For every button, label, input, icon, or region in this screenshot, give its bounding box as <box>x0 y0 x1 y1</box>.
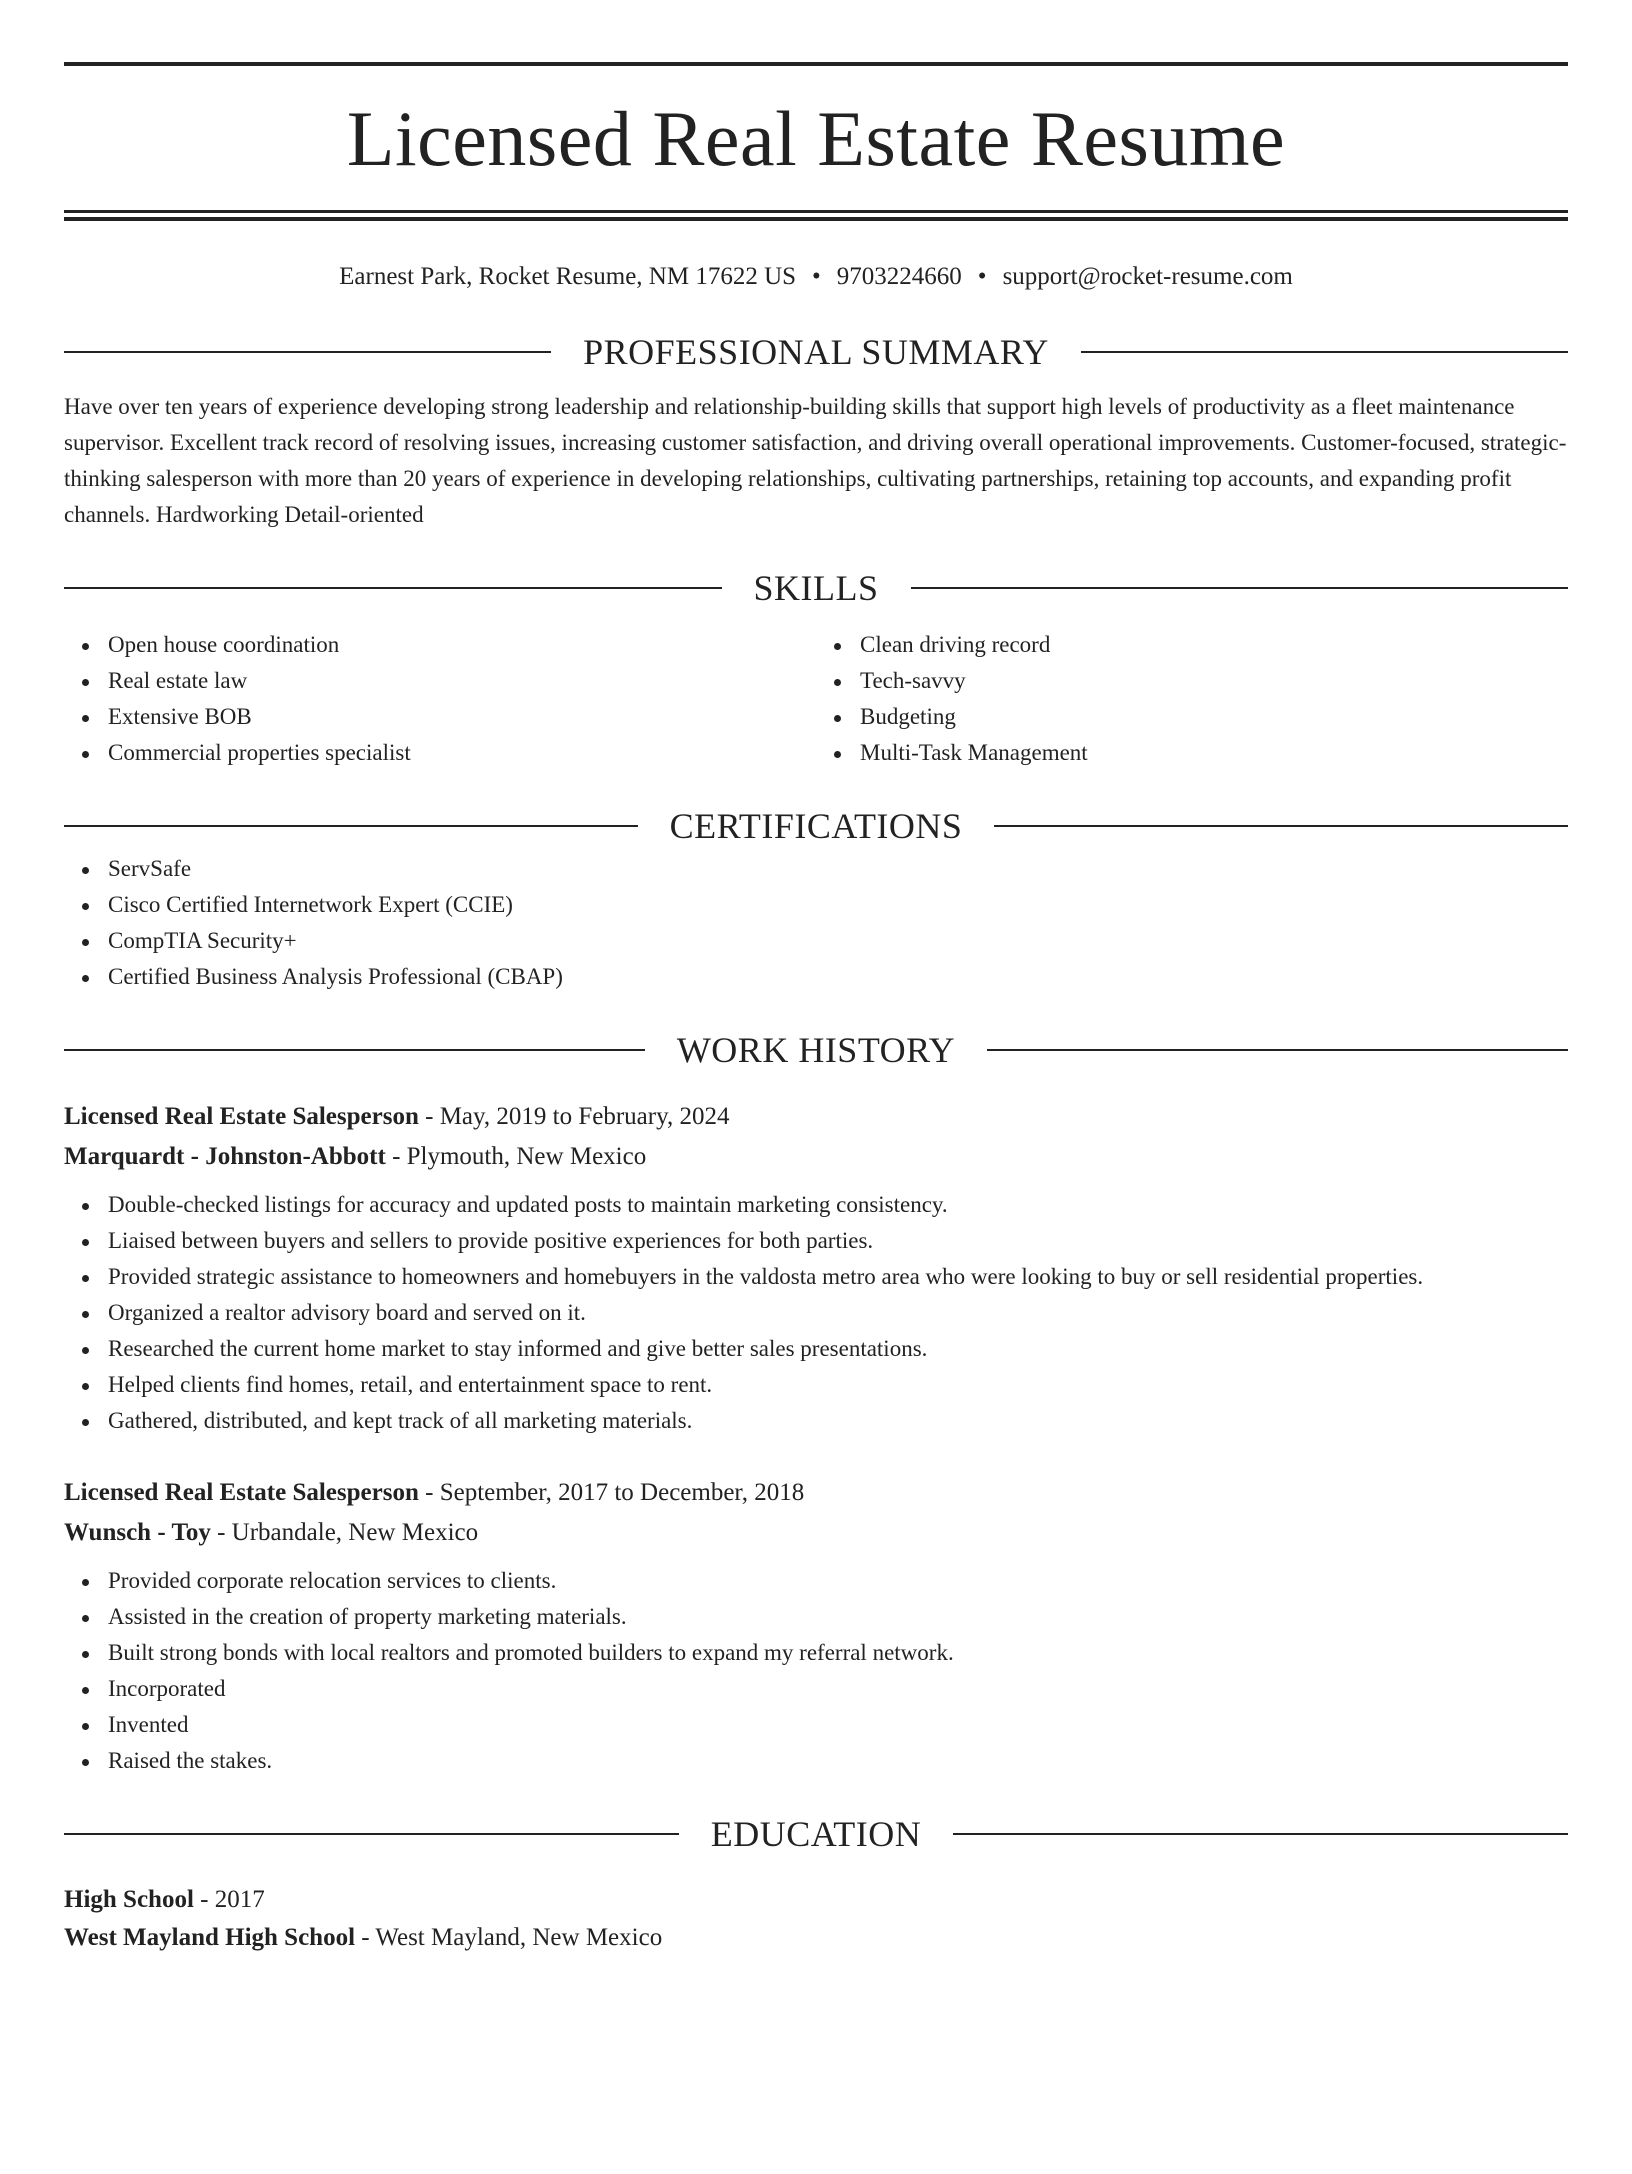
top-rule <box>64 62 1568 66</box>
certification-item: Certified Business Analysis Professional (CBAP) <box>64 959 1568 995</box>
job-bullet: Assisted in the creation of property marketing materials. <box>64 1599 1568 1635</box>
job-bullet: Helped clients find homes, retail, and entertainment space to rent. <box>64 1367 1568 1403</box>
job-location: Plymouth, New Mexico <box>406 1143 647 1170</box>
job-bullet: Built strong bonds with local realtors and promoted builders to expand my referral network. <box>64 1635 1568 1671</box>
section-rule <box>64 1833 679 1835</box>
section-title-education: EDUCATION <box>710 1814 922 1854</box>
skills-column-right <box>816 627 1568 771</box>
section-rule <box>1081 351 1568 353</box>
section-rule <box>911 587 1569 589</box>
skill-item: Extensive BOB <box>64 699 816 735</box>
summary-text: Have over ten years of experience developing strong leadership and relationship-building skills that support high levels of productivity as a fleet maintenance supervisor. Excellent track record of resolving issues, increasing customer satisfaction, and driving overall operational improvements. Customer-focused, strategic-thinking salesperson with more than 20 years of experience in developing relationships, cultivating partnerships, retaining top accounts, and expanding profit channels. Hardworking Detail-oriented <box>64 394 1567 527</box>
contact-line <box>64 257 1568 297</box>
job-title-line <box>64 1473 1568 1513</box>
section-rule <box>953 1833 1568 1835</box>
job-bullets <box>64 1187 1568 1439</box>
section-title-work-history: WORK HISTORY <box>676 1030 956 1070</box>
job-company: Marquardt - Johnston-Abbott <box>64 1143 386 1170</box>
job-bullets <box>64 1563 1568 1779</box>
job-company: Wunsch - Toy <box>64 1519 211 1546</box>
certification-item: Cisco Certified Internetwork Expert (CCIE) <box>64 887 1568 923</box>
education-location: West Mayland, New Mexico <box>375 1924 663 1951</box>
section-header-certifications <box>64 801 1568 851</box>
skill-item: Commercial properties specialist <box>64 735 816 771</box>
job-bullet: Invented <box>64 1707 1568 1743</box>
job-bullet: Researched the current home market to stay informed and give better sales presentations. <box>64 1331 1568 1367</box>
section-rule <box>64 825 638 827</box>
job-bullet: Gathered, distributed, and kept track of all marketing materials. <box>64 1403 1568 1439</box>
job-bullet: Liaised between buyers and sellers to provide positive experiences for both parties. <box>64 1223 1568 1259</box>
contact-address: Earnest Park, Rocket Resume, NM 17622 US <box>339 263 797 290</box>
section-header-summary <box>64 327 1568 377</box>
resume-title: Licensed Real Estate Resume <box>346 95 1286 182</box>
dash: - <box>210 1519 232 1546</box>
job-dates: May, 2019 to February, 2024 <box>439 1103 730 1130</box>
job-title: Licensed Real Estate Salesperson <box>64 1479 419 1506</box>
certification-item: ServSafe <box>64 851 1568 887</box>
certification-item: CompTIA Security+ <box>64 923 1568 959</box>
education-year: 2017 <box>214 1886 265 1913</box>
section-header-work-history <box>64 1025 1568 1075</box>
skill-item: Budgeting <box>816 699 1568 735</box>
title-double-rule <box>64 210 1568 221</box>
skill-item: Open house coordination <box>64 627 816 663</box>
job-bullet: Organized a realtor advisory board and served on it. <box>64 1295 1568 1331</box>
dash: - <box>355 1924 376 1951</box>
education-school: West Mayland High School <box>64 1924 356 1951</box>
education-degree: High School <box>64 1886 194 1913</box>
section-header-education <box>64 1809 1568 1859</box>
job-dates: September, 2017 to December, 2018 <box>439 1479 805 1506</box>
education-degree-line <box>64 1881 1568 1919</box>
job-title-line <box>64 1097 1568 1137</box>
job-entry <box>64 1097 1568 1439</box>
skill-item: Multi-Task Management <box>816 735 1568 771</box>
job-bullet: Raised the stakes. <box>64 1743 1568 1779</box>
job-company-line <box>64 1513 1568 1553</box>
section-rule <box>987 1049 1568 1051</box>
contact-phone: 9703224660 <box>836 263 962 290</box>
contact-separator: • <box>977 263 987 290</box>
section-rule <box>64 351 551 353</box>
section-title-summary: PROFESSIONAL SUMMARY <box>583 332 1049 372</box>
section-title-skills: SKILLS <box>753 568 879 608</box>
skill-item: Real estate law <box>64 663 816 699</box>
resume-page <box>0 62 1632 2174</box>
dash: - <box>385 1143 407 1170</box>
section-rule <box>994 825 1568 827</box>
dash: - <box>418 1479 440 1506</box>
skill-item: Clean driving record <box>816 627 1568 663</box>
education-entry <box>64 1881 1568 1957</box>
job-title: Licensed Real Estate Salesperson <box>64 1103 419 1130</box>
certifications-list <box>64 851 1568 995</box>
section-rule <box>64 587 722 589</box>
dash: - <box>193 1886 215 1913</box>
skills-column-left <box>64 627 816 771</box>
section-header-skills <box>64 563 1568 613</box>
dash: - <box>418 1103 440 1130</box>
job-entry <box>64 1473 1568 1779</box>
contact-email: support@rocket-resume.com <box>1002 263 1293 290</box>
job-bullet: Incorporated <box>64 1671 1568 1707</box>
job-location: Urbandale, New Mexico <box>231 1519 479 1546</box>
section-rule <box>64 1049 645 1051</box>
contact-separator: • <box>812 263 821 290</box>
skills-grid <box>64 627 1568 771</box>
section-title-certifications: CERTIFICATIONS <box>669 806 963 846</box>
skill-item: Tech-savvy <box>816 663 1568 699</box>
job-bullet: Double-checked listings for accuracy and updated posts to maintain marketing consistency. <box>64 1187 1568 1223</box>
job-bullet: Provided corporate relocation services to clients. <box>64 1563 1568 1599</box>
job-bullet: Provided strategic assistance to homeowners and homebuyers in the valdosta metro area who were looking to buy or sell residential properties. <box>64 1259 1568 1295</box>
job-company-line <box>64 1137 1568 1177</box>
education-school-line <box>64 1919 1568 1957</box>
